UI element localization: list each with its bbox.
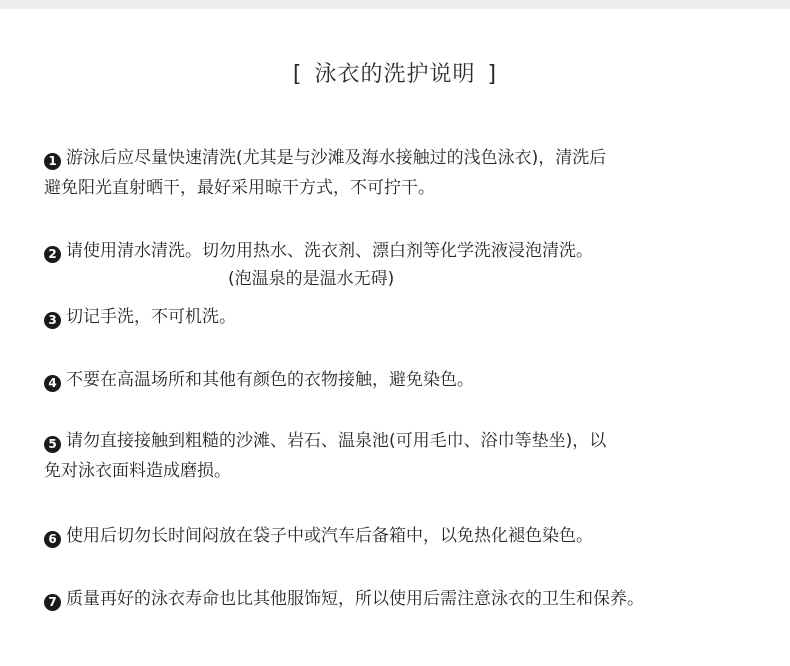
title-bracket-right: ] <box>487 62 498 87</box>
page-title <box>0 58 790 92</box>
instruction-text: 使用后切勿长时间闷放在袋子中或汽车后备箱中，以免热化褪色染色。 <box>66 526 593 546</box>
number-badge-icon: 4 <box>44 375 61 392</box>
instruction-item-5 <box>44 426 764 486</box>
instruction-line <box>44 173 764 203</box>
instruction-item-3 <box>44 302 764 332</box>
title-text: 泳衣的洗护说明 <box>314 62 476 87</box>
instruction-item-4 <box>44 365 764 395</box>
instruction-text: 切记手洗，不可机洗。 <box>66 307 236 327</box>
instruction-text: 请勿直接接触到粗糙的沙滩、岩石、温泉池(可用毛巾、浴巾等垫坐)，以 <box>66 431 607 451</box>
number-badge-icon: 7 <box>44 594 61 611</box>
instruction-line <box>44 456 764 486</box>
instruction-item-6 <box>44 521 764 551</box>
instruction-note: (泡温泉的是温水无碍) <box>228 269 395 289</box>
number-badge-icon: 6 <box>44 531 61 548</box>
instruction-line <box>44 584 764 614</box>
instruction-text: 免对泳衣面料造成磨损。 <box>44 461 231 481</box>
top-band <box>0 0 790 9</box>
number-badge-icon: 2 <box>44 246 61 263</box>
title-bracket-left: [ <box>292 62 303 87</box>
instruction-line <box>44 365 764 395</box>
number-badge-icon: 5 <box>44 436 61 453</box>
instruction-line <box>44 426 764 456</box>
instruction-line <box>44 302 764 332</box>
instruction-item-1 <box>44 143 764 203</box>
instruction-text: 不要在高温场所和其他有颜色的衣物接触，避免染色。 <box>66 370 474 390</box>
instruction-line <box>44 143 764 173</box>
instruction-text: 质量再好的泳衣寿命也比其他服饰短，所以使用后需注意泳衣的卫生和保养。 <box>66 589 644 609</box>
number-badge-icon: 1 <box>44 153 61 170</box>
instruction-text: 避免阳光直射晒干，最好采用晾干方式，不可拧干。 <box>44 178 435 198</box>
instruction-item-7 <box>44 584 764 614</box>
number-badge-icon: 3 <box>44 312 61 329</box>
instruction-text: 请使用清水清洗。切勿用热水、洗衣剂、漂白剂等化学洗液浸泡清洗。 <box>66 241 593 261</box>
instruction-line <box>44 236 764 266</box>
instruction-text: 游泳后应尽量快速清洗(尤其是与沙滩及海水接触过的浅色泳衣)，清洗后 <box>66 148 607 168</box>
instruction-item-2 <box>44 236 764 292</box>
instruction-line <box>44 521 764 551</box>
